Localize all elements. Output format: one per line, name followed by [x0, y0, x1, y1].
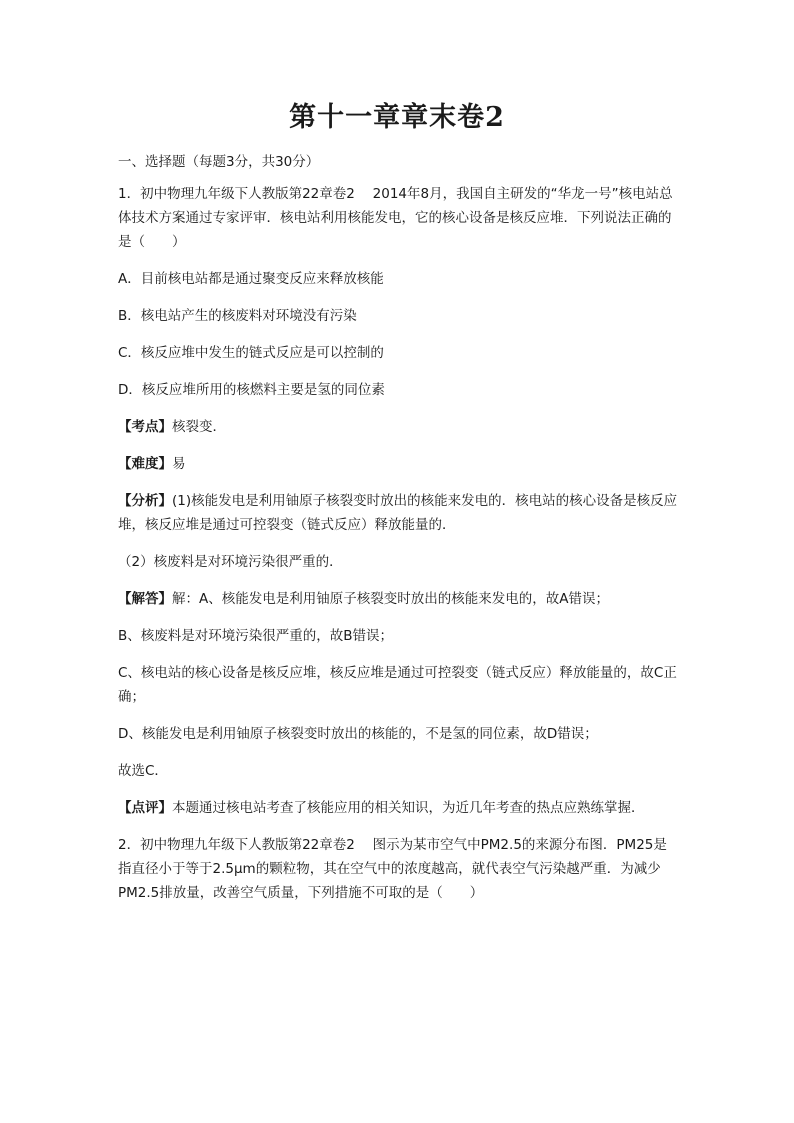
page-title: 第十一章章末卷2	[289, 102, 505, 133]
fenxi-point-2: （2）核废料是对环境污染很严重的．	[118, 554, 343, 570]
dianping-row	[118, 796, 678, 820]
question-1-option-a: A．目前核电站都是通过聚变反应来释放核能	[118, 271, 384, 287]
nandu-label: 【难度】	[118, 456, 172, 472]
jieda-row	[118, 587, 678, 611]
nandu-text: 易	[172, 456, 186, 472]
fenxi-label: 【分析】	[118, 493, 172, 509]
answer-conclusion: 故选C．	[118, 763, 168, 779]
question-1-option-b: B．核电站产生的核废料对环境没有污染	[118, 308, 357, 324]
document-body	[118, 150, 678, 918]
fenxi-text: (1)核能发电是利用铀原子核裂变时放出的核能来发电的．核电站的核心设备是核反应堆，核反应堆是通过可控裂变（链式反应）释放能量的．	[118, 493, 678, 533]
jieda-b: B、核废料是对环境污染很严重的，故B错误；	[118, 628, 394, 644]
jieda-d: D、核能发电是利用铀原子核裂变时放出的核能的，不是氢的同位素，故D错误；	[118, 726, 598, 742]
question-2-stem: 2．初中物理九年级下人教版第22章卷2 图示为某市空气中PM2.5的来源分布图．PM25是指直径小于等于2.5μm的颗粒物，其在空气中的浓度越高，就代表空气污染越严重．为减少PM2.5排放量，改善空气质量，下列措施不可取的是（ ）	[118, 837, 667, 901]
section-heading: 一、选择题（每题3分，共30分）	[118, 154, 320, 170]
dianping-label: 【点评】	[118, 800, 172, 816]
question-1-option-c: C．核反应堆中发生的链式反应是可以控制的	[118, 345, 384, 361]
kaodian-row	[118, 415, 678, 439]
kaodian-label: 【考点】	[118, 419, 172, 435]
dianping-text: 本题通过核电站考查了核能应用的相关知识，为近几年考查的热点应熟练掌握．	[172, 800, 645, 816]
nandu-row	[118, 452, 678, 476]
kaodian-text: 核裂变．	[172, 419, 226, 435]
question-1-option-d: D．核反应堆所用的核燃料主要是氢的同位素	[118, 382, 385, 398]
jieda-label: 【解答】	[118, 591, 172, 607]
jieda-text: 解：A、核能发电是利用铀原子核裂变时放出的核能来发电的，故A错误；	[172, 591, 609, 607]
jieda-c: C、核电站的核心设备是核反应堆，核反应堆是通过可控裂变（链式反应）释放能量的，故C正确；	[118, 665, 677, 705]
question-1-stem: 1．初中物理九年级下人教版第22章卷2 2014年8月，我国自主研发的“华龙一号”核电站总体技术方案通过专家评审．核电站利用核能发电，它的核心设备是核反应堆．下列说法正确的是（ ）	[118, 186, 673, 250]
fenxi-row	[118, 489, 678, 537]
